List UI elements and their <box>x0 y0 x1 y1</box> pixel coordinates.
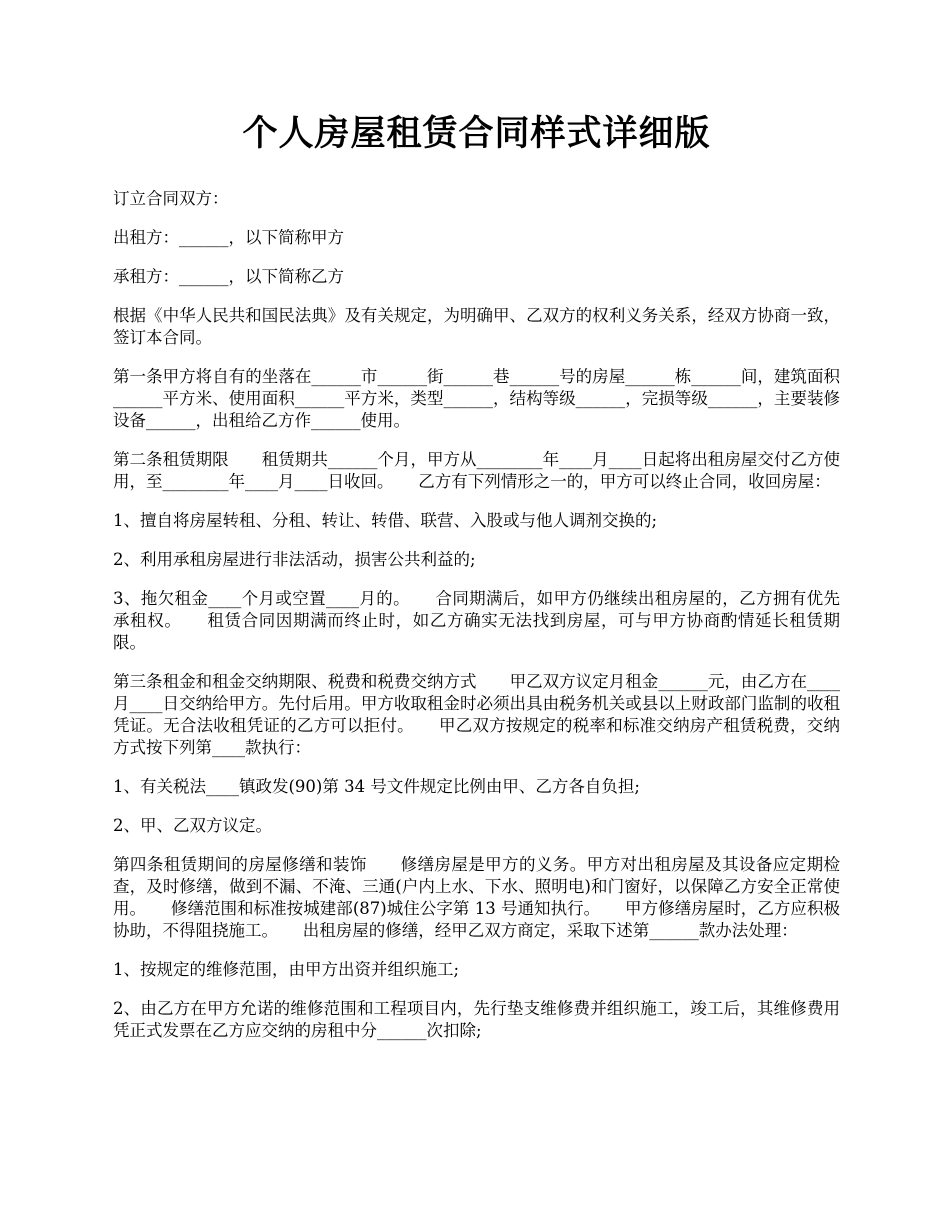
paragraph-article-3: 第三条租金和租金交纳期限、税费和税费交纳方式 甲乙双方议定月租金______元，由乙方在____月____日交纳给甲方。先付后用。甲方收取租金时必须出具由税务机关或县以上财政部门监制的收租凭证。无合法收租凭证的乙方可以拒付。 甲乙双方按规定的税率和标准交纳房产租赁税费，交纳方式按下列第____款执行： <box>113 672 840 757</box>
paragraph-article-2-item-3: 3、拖欠租金____个月或空置____月的。 合同期满后，如甲方仍继续出租房屋的，乙方拥有优先承租权。 租赁合同因期满而终止时，如乙方确实无法找到房屋，可与甲方协商酌情延长租赁期限。 <box>113 589 840 652</box>
paragraph-article-2: 第二条租赁期限 租赁期共______个月，甲方从________年____月____日起将出租房屋交付乙方使用，至________年____月____日收回。 乙方有下列情形之一的，甲方可以终止合同，收回房屋： <box>113 450 840 491</box>
paragraph-preamble: 根据《中华人民共和国民法典》及有关规定，为明确甲、乙双方的权利义务关系，经双方协商一致，签订本合同。 <box>113 306 840 347</box>
paragraph-lessor: 出租方：______，以下简称甲方 <box>113 228 344 247</box>
paragraph-parties-intro: 订立合同双方： <box>113 189 229 208</box>
paragraph-article-1: 第一条甲方将自有的坐落在______市______街______巷______号的房屋______栋______间，建筑面积______平方米、使用面积______平方米，类型______，结构等级______，完损等级______，主要装修设备______，出租给乙方作______使用。 <box>113 367 841 430</box>
paragraph-lessee: 承租方：______，以下简称乙方 <box>113 267 344 286</box>
paragraph-article-3-item-1: 1、有关税法____镇政发(90)第 34 号文件规定比例由甲、乙方各自负担; <box>113 777 640 796</box>
paragraph-article-3-item-2: 2、甲、乙双方议定。 <box>113 816 272 835</box>
document-title: 个人房屋租赁合同样式详细版 <box>242 113 711 154</box>
paragraph-article-4: 第四条租赁期间的房屋修缮和装饰 修缮房屋是甲方的义务。甲方对出租房屋及其设备应定期检查，及时修缮，做到不漏、不淹、三通(户内上水、下水、照明电)和门窗好，以保障乙方安全正常使用。 修缮范围和标准按城建部(87)城住公字第 13 号通知执行。 甲方修缮房屋时，乙方应积极协助，不得阻挠施工。 出租房屋的修缮，经甲乙双方商定，采取下述第______款办法处理： <box>113 855 840 940</box>
paragraph-article-4-item-1: 1、按规定的维修范围，由甲方出资并组织施工; <box>113 960 460 979</box>
paragraph-article-4-item-2: 2、由乙方在甲方允诺的维修范围和工程项目内，先行垫支维修费并组织施工，竣工后，其维修费用凭正式发票在乙方应交纳的房租中分______次扣除; <box>113 999 840 1040</box>
paragraph-article-2-item-2: 2、利用承租房屋进行非法活动，损害公共利益的; <box>113 550 476 569</box>
paragraph-article-2-item-1: 1、擅自将房屋转租、分租、转让、转借、联营、入股或与他人调剂交换的; <box>113 511 658 530</box>
